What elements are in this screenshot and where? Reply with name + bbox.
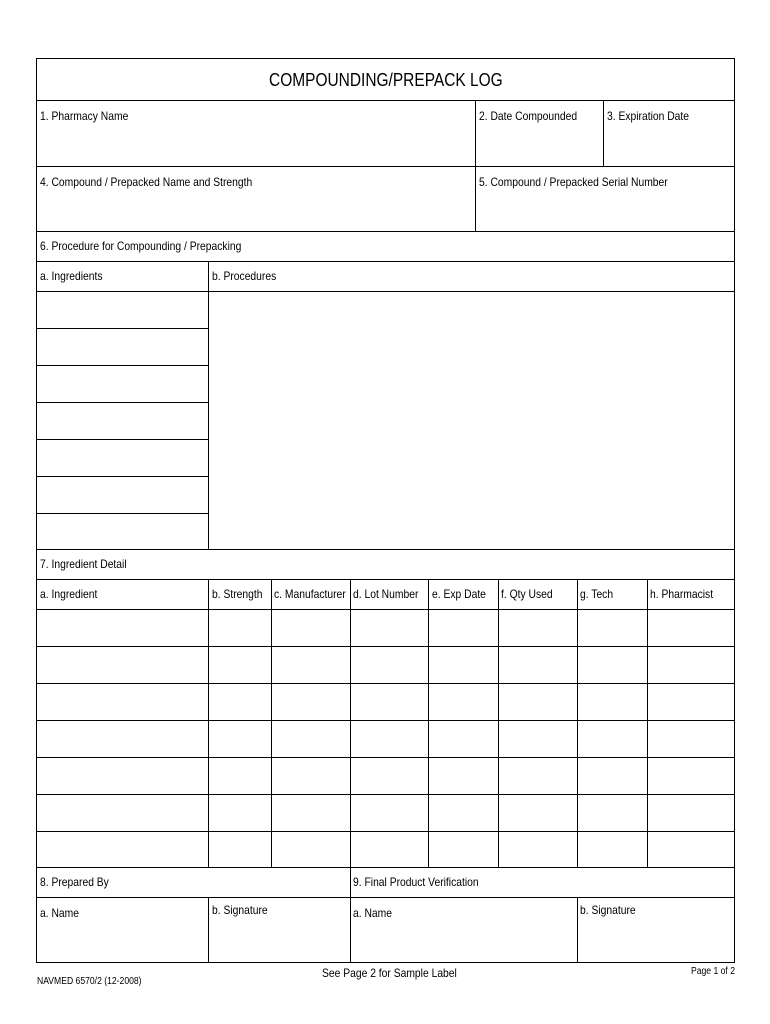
expiration-date-label: 3. Expiration Date [607,109,690,123]
procedure-ingredient-field[interactable] [37,328,208,365]
column-header-lot-number: d. Lot Number [353,587,419,601]
compound-name-label: 4. Compound / Prepacked Name and Strength [40,175,253,189]
column-header-tech: g. Tech [580,587,614,601]
prepared-by-heading: 8. Prepared By [40,875,109,889]
ingredient-detail-table-body[interactable] [37,609,734,867]
column-header-exp-date: e. Exp Date [432,587,486,601]
procedure-ingredient-field[interactable] [37,365,208,402]
date-compounded-label: 2. Date Compounded [479,109,578,123]
procedures-header: b. Procedures [212,269,277,283]
verification-name-label: a. Name [353,906,393,920]
column-header-qty-used: f. Qty Used [501,587,553,601]
prepared-by-signature-label: b. Signature [212,903,268,917]
column-header-manufacturer: c. Manufacturer [274,587,346,601]
procedure-ingredient-field[interactable] [37,439,208,476]
procedure-heading: 6. Procedure for Compounding / Prepacking [40,239,242,253]
procedure-ingredient-field[interactable] [37,476,208,513]
procedures-field[interactable] [209,291,734,549]
pharmacy-name-label: 1. Pharmacy Name [40,109,129,123]
verification-signature-label: b. Signature [580,903,636,917]
ingredients-header: a. Ingredients [40,269,103,283]
procedure-ingredient-field[interactable] [37,402,208,439]
prepared-by-name-label: a. Name [40,906,80,920]
column-header-strength: b. Strength [212,587,263,601]
form-number: NAVMED 6570/2 (12-2008) [37,976,142,987]
form-title: COMPOUNDING/PREPACK LOG [268,70,503,90]
final-verification-heading: 9. Final Product Verification [353,875,479,889]
serial-number-label: 5. Compound / Prepacked Serial Number [479,175,668,189]
compounding-prepack-log-form [36,58,735,963]
procedure-ingredient-field[interactable] [37,513,208,549]
column-header-ingredient: a. Ingredient [40,587,98,601]
ingredient-detail-heading: 7. Ingredient Detail [40,557,127,571]
procedure-ingredient-field[interactable] [37,291,208,328]
column-header-pharmacist: h. Pharmacist [650,587,714,601]
sample-label-note: See Page 2 for Sample Label [322,966,457,980]
page-number: Page 1 of 2 [691,966,735,977]
